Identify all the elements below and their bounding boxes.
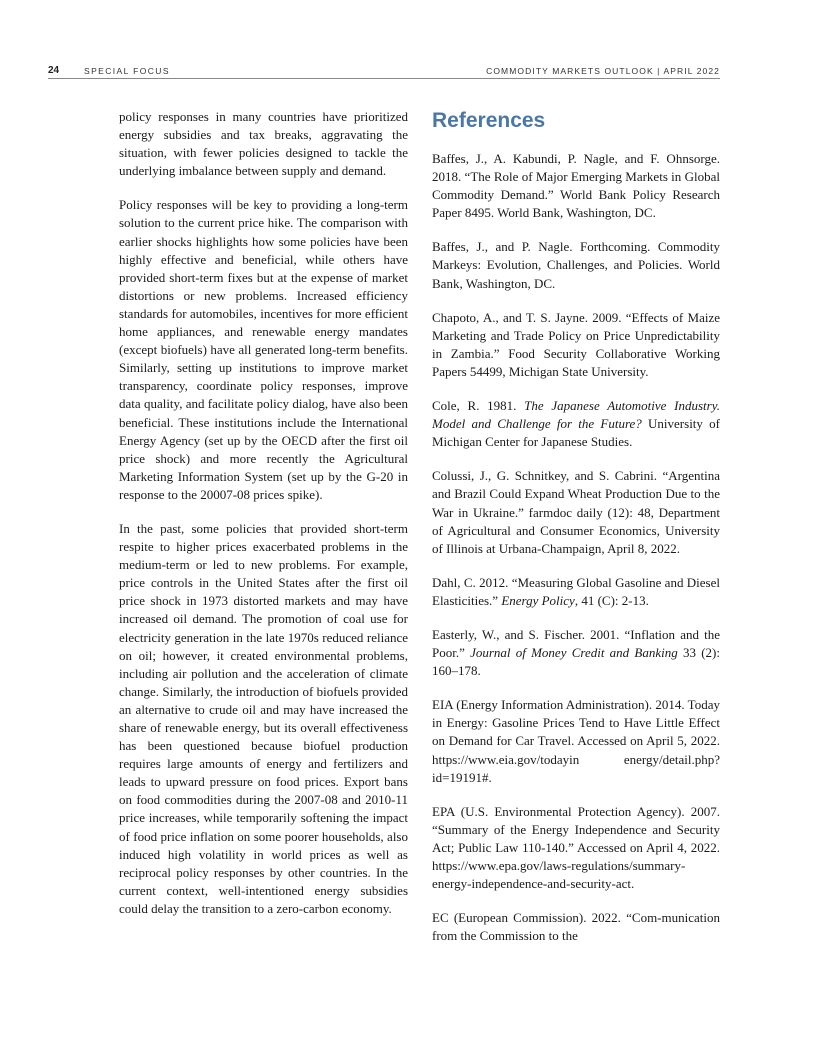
reference-item — [432, 803, 720, 893]
page-number: 24 — [48, 65, 60, 76]
reference-italic: Energy Policy — [501, 592, 575, 608]
reference-text: EPA (U.S. Environmental Protection Agency). 2007. “Summary of the Energy Independence and Security Act; Public Law 110-140.” Accessed on April 4, 2022. https://www.epa.gov/laws-regulations/summary-energy-independence-and-security-act. — [432, 803, 720, 892]
reference-text-after: , 41 (C): 2-13. — [574, 592, 649, 608]
reference-item — [432, 309, 720, 381]
reference-text: Baffes, J., and P. Nagle. Forthcoming. Commodity Markeys: Evolution, Challenges, and Policies. World Bank, Washington, DC. — [432, 239, 720, 291]
left-column — [119, 108, 408, 918]
reference-text: EIA (Energy Information Administration). 2014. Today in Energy: Gasoline Prices Tend to Have Little Effect on Demand for Car Travel. Accessed on April 5, 2022. https://www.eia.gov/todayin energy/detail.php?id=19191#. — [432, 697, 720, 785]
right-column — [432, 108, 720, 945]
reference-item — [432, 574, 720, 610]
body-paragraph: policy responses in many countries have prioritized energy subsidies and tax breaks, aggravating the situation, with fewer policies designed to tackle the underlying imbalance between supply and demand. — [119, 109, 408, 179]
reference-text: Easterly, W., and S. Fischer. 2001. “Inflation and the Poor.” — [432, 626, 720, 661]
reference-italic: The Japanese Automotive Industry. Model and Challenge for the Future? — [432, 398, 720, 432]
reference-text: Baffes, J., A. Kabundi, P. Nagle, and F. Ohnsorge. 2018. “The Role of Major Emerging Markets in Global Commodity Demand.” World Bank Policy Research Paper 8495. World Bank, Washington, DC. — [432, 151, 720, 221]
reference-text: Cole, R. 1981. — [432, 398, 525, 414]
publication-title: COMMODITY MARKETS OUTLOOK | APRIL 2022 — [486, 66, 720, 76]
reference-item — [432, 467, 720, 557]
references-heading: References — [432, 109, 546, 132]
reference-text: Colussi, J., G. Schnitkey, and S. Cabrini. “Argentina and Brazil Could Expand Wheat Production Due to the War in Ukraine.” farmdoc daily (12): 48, Department of Agricultural and Consumer Economics, University of Illinois at Urbana-Champaign, April 8, 2022. — [432, 468, 720, 556]
section-label: SPECIAL FOCUS — [84, 66, 170, 76]
reference-item — [432, 696, 720, 786]
reference-item — [432, 238, 720, 292]
body-paragraph: In the past, some policies that provided short-term respite to higher prices exacerbated problems in the medium-term or led to new problems. For example, price controls in the United States after the first oil price shock in 1973 distorted markets and may have increased oil demand. The promotion of coal use for electricity generation in the late 1970s reduced reliance on oil; however, it created environmental problems, including air pollution and the acceleration of climate change. Similarly, the introduction of biofuels provided an alternative to crude oil and may have increased the share of renewable energy, but its overall effectiveness has been questioned because biofuel production requires large amounts of energy and fertilizers and leads to upward pressure on food prices. Export bans on food commodities during the 2007-08 and 2010-11 price increases, while temporarily softening the impact of food price inflation on some poorer households, also induced high volatility in world prices as well as reciprocal policy responses by other countries. In the current context, well-intentioned energy subsidies could delay the transition to a zero-carbon economy. — [119, 520, 408, 916]
reference-item — [432, 397, 720, 451]
body-paragraph: Policy responses will be key to providing a long-term solution to the current price hike. The comparison with earlier shocks highlights how some policies have been highly effective and beneficial, while others have provided short-term fixes but at the expense of market distortions or new problems. Increased efficiency standards for automobiles, incentives for more efficient home appliances, and renewable energy mandates (except biofuels) have all generated long-term benefits. Similarly, setting up institutions to improve market transparency, coordinate policy responses, improve data quality, and facilitate policy dialog, have also been beneficial. These institutions include the International Energy Agency (set up by the OECD after the first oil price shock) and more recently the Agricultural Marketing Information System (set up by the G-20 in response to the 20007-08 prices spike). — [119, 197, 408, 502]
reference-text-after: University of Michigan Center for Japanese Studies. — [432, 416, 720, 450]
reference-item — [432, 909, 720, 945]
reference-text: Dahl, C. 2012. “Measuring Global Gasoline and Diesel Elasticities.” — [432, 574, 720, 608]
reference-text-after: 33 (2): 160–178. — [432, 645, 720, 679]
reference-text: EC (European Commission). 2022. “Com-munication from the Commission to the — [432, 910, 720, 944]
running-header — [48, 65, 720, 79]
reference-text: Chapoto, A., and T. S. Jayne. 2009. “Effects of Maize Marketing and Trade Policy on Price Unpredictability in Zambia.” Food Security Collaborative Working Papers 54499, Michigan State University. — [432, 309, 720, 379]
reference-italic: Journal of Money Credit and Banking — [470, 645, 678, 661]
reference-item — [432, 626, 720, 680]
reference-list — [432, 150, 720, 945]
reference-item — [432, 150, 720, 222]
header-rule — [48, 78, 720, 79]
